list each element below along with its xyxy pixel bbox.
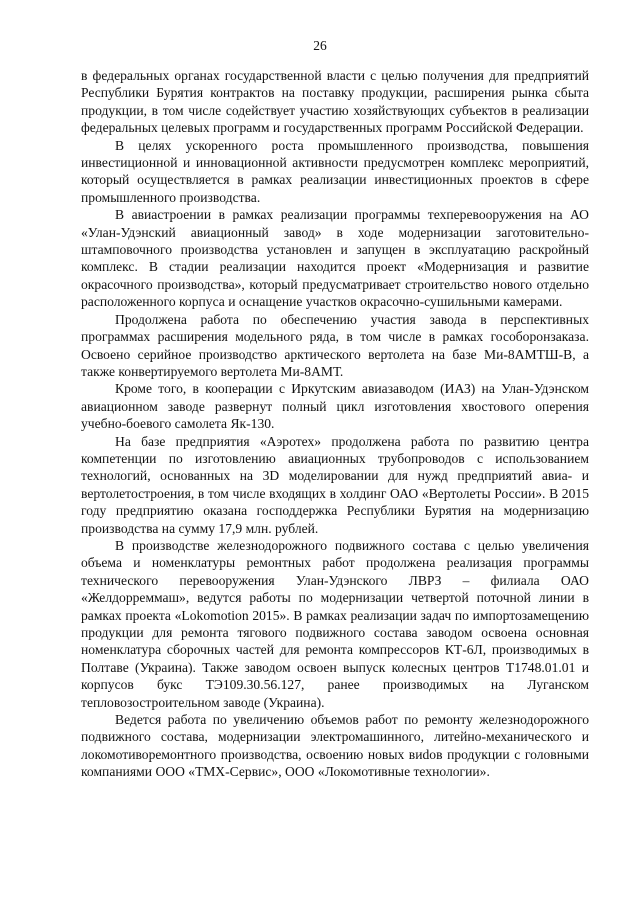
paragraph-industrial-growth: В целях ускоренного роста промышленного производства, повышения инвестиционной и инновационной активности предусмотрен комплекс мероприятий, который осуществляется в рамках реализации инвестиционных проектов в сфере промышленного производства.	[81, 137, 589, 205]
paragraph-railway-rolling-stock: В производстве железнодорожного подвижного состава с целью увеличения объема и номенклатуры ремонтных работ продолжена реализация программы технического перевооружения Улан-Удэнского ЛВРЗ – филиала ОАО «Желдорреммаш», ведутся работы по модернизации четвертой поточной линии в рамках проекта «Lokomotion 2015». В рамках реализации задач по импортозамещению продукции для ремонта тягового подвижного состава заводом освоена основная номенклатура сборочных частей для ремонта компрессоров КТ-6Л, производимых в Полтаве (Украина). Также заводом освоен выпуск колесных центров Т1748.01.01 и корпусов букс ТЭ109.30.56.127, ранее производимых на Луганском тепловозостроительном заводе (Украина).	[81, 537, 589, 710]
paragraph-continuation-federal-bodies: в федеральных органах государственной власти с целью получения для предприятий Республики Бурятия контрактов на поставку продукции, расширения рынка сбыта продукции, в том числе содействует участию хозяйствующих субъектов в реализации федеральных целевых программ и государственных программ Российской Федерации.	[81, 68, 589, 136]
paragraph-aerotech: На базе предприятия «Аэротех» продолжена работа по развитию центра компетенции по изготовлению авиационных трубопроводов с использованием технологий, основанных на 3D моделировании для нужд предприятий авиа- и вертолетостроения, в том числе входящих в холдинг ОАО «Вертолеты России». В 2015 году предприятию оказана господдержка Республики Бурятия на модернизацию производства на сумму 17,9 млн. рублей.	[81, 433, 589, 536]
body-text	[81, 67, 589, 781]
paragraph-repair-volumes: Ведется работа по увеличению объемов работ по ремонту железнодорожного подвижного состава, модернизации электромашинного, литейно-механического и локомотиворемонтного производства, освоению новых виdов продукции с головными компаниями ООО «ТМХ-Сервис», ООО «Локомотивные технологии».	[81, 712, 589, 780]
page-number: 26	[313, 38, 327, 53]
paragraph-model-range-expansion: Продолжена работа по обеспечению участия завода в перспективных программах расширения модельного ряда, в том числе в рамках гособоронзаказа. Освоено серийное производство арктического вертолета на базе Ми-8АМТШ-В, а также конвертируемого вертолета Ми-8АМТ.	[81, 311, 589, 379]
paragraph-aircraft-plant-modernization: В авиастроении в рамках реализации программы техперевооружения на АО «Улан-Удэнский авиационный завод» в ходе модернизации заготовительно-штамповочного производства установлен и запущен в эксплуатацию раскройный комплекс. В стадии реализации находится проект «Модернизация и развитие окрасочного производства», который предусматривает строительство нового отдельно расположенного корпуса и оснащение участков окрасочно-сушильными камерами.	[81, 207, 589, 310]
paragraph-yak130-cooperation: Кроме того, в кооперации с Иркутским авиазаводом (ИАЗ) на Улан-Удэнском авиационном заводе развернут полный цикл изготовления хвостового оперения учебно-боевого самолета Як-130.	[81, 381, 589, 432]
